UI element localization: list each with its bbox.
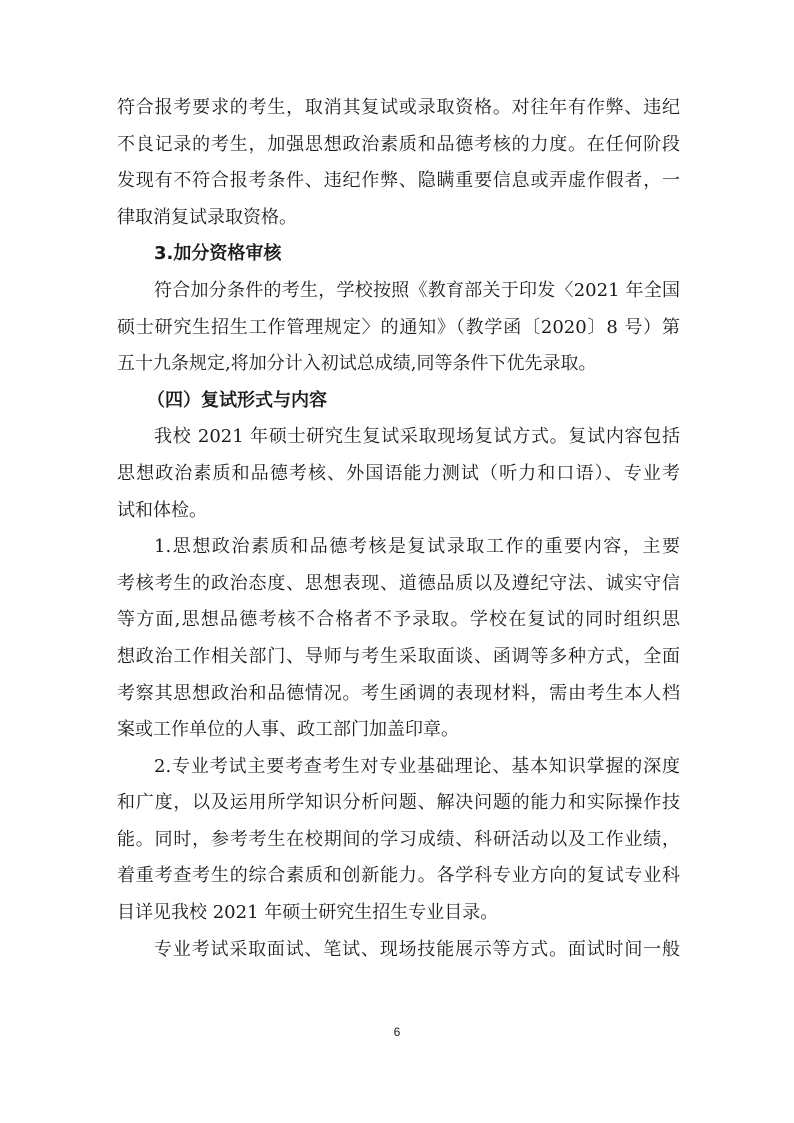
text-line: 着重考查考生的综合素质和创新能力。各学科专业方向的复试专业科: [117, 865, 680, 887]
paragraph-last-line: 律取消复试录取资格。: [117, 206, 297, 228]
paragraph-first-line: 我校 2021 年硕士研究生复试采取现场复试方式。复试内容包括: [154, 426, 680, 448]
text-line: 考察其思想政治和品德情况。考生函调的表现材料，需由考生本人档: [117, 682, 680, 704]
text-line: 和广度，以及运用所学知识分析问题、解决问题的能力和实际操作技: [117, 792, 680, 814]
paragraph-first-line: 符合加分条件的考生，学校按照《教育部关于印发〈2021 年全国: [154, 279, 680, 301]
paragraph-last-line: 目详见我校 2021 年硕士研究生招生专业目录。: [117, 902, 499, 924]
paragraph-last-line: 案或工作单位的人事、政工部门加盖印章。: [117, 719, 459, 741]
paragraph-last-line: 试和体检。: [117, 499, 207, 521]
text-line: 等方面,思想品德考核不合格者不予录取。学校在复试的同时组织思: [117, 609, 680, 631]
paragraph-first-line: 1.思想政治素质和品德考核是复试录取工作的重要内容，主要: [154, 536, 680, 558]
text-line: 思想政治素质和品德考核、外国语能力测试（听力和口语）、专业考: [117, 462, 680, 484]
page-number: 6: [393, 1025, 401, 1039]
section-heading: （四）复试形式与内容: [147, 389, 327, 411]
text-line: 符合报考要求的考生，取消其复试或录取资格。对往年有作弊、违纪: [117, 97, 680, 118]
text-line: 发现有不符合报考条件、违纪作弊、隐瞒重要信息或弄虚作假者，一: [117, 170, 680, 192]
text-line: 想政治工作相关部门、导师与考生采取面谈、函调等多种方式，全面: [117, 645, 680, 667]
section-heading: 3.加分资格审核: [154, 243, 282, 265]
text-line: 不良记录的考生，加强思想政治素质和品德考核的力度。在任何阶段: [117, 133, 680, 155]
text-line: 考核考生的政治态度、思想表现、道德品质以及遵纪守法、诚实守信: [117, 572, 680, 594]
body-text: [117, 90, 680, 968]
paragraph-first-line: 专业考试采取面试、笔试、现场技能展示等方式。面试时间一般: [154, 938, 680, 960]
paragraph-last-line: 五十九条规定,将加分计入初试总成绩,同等条件下优先录取。: [117, 353, 597, 375]
text-line: 硕士研究生招生工作管理规定〉的通知》（教学函〔2020〕8 号）第: [117, 316, 680, 338]
text-line: 能。同时，参考考生在校期间的学习成绩、科研活动以及工作业绩，: [117, 828, 680, 850]
paragraph-first-line: 2.专业考试主要考查考生对专业基础理论、基本知识掌握的深度: [154, 755, 680, 777]
